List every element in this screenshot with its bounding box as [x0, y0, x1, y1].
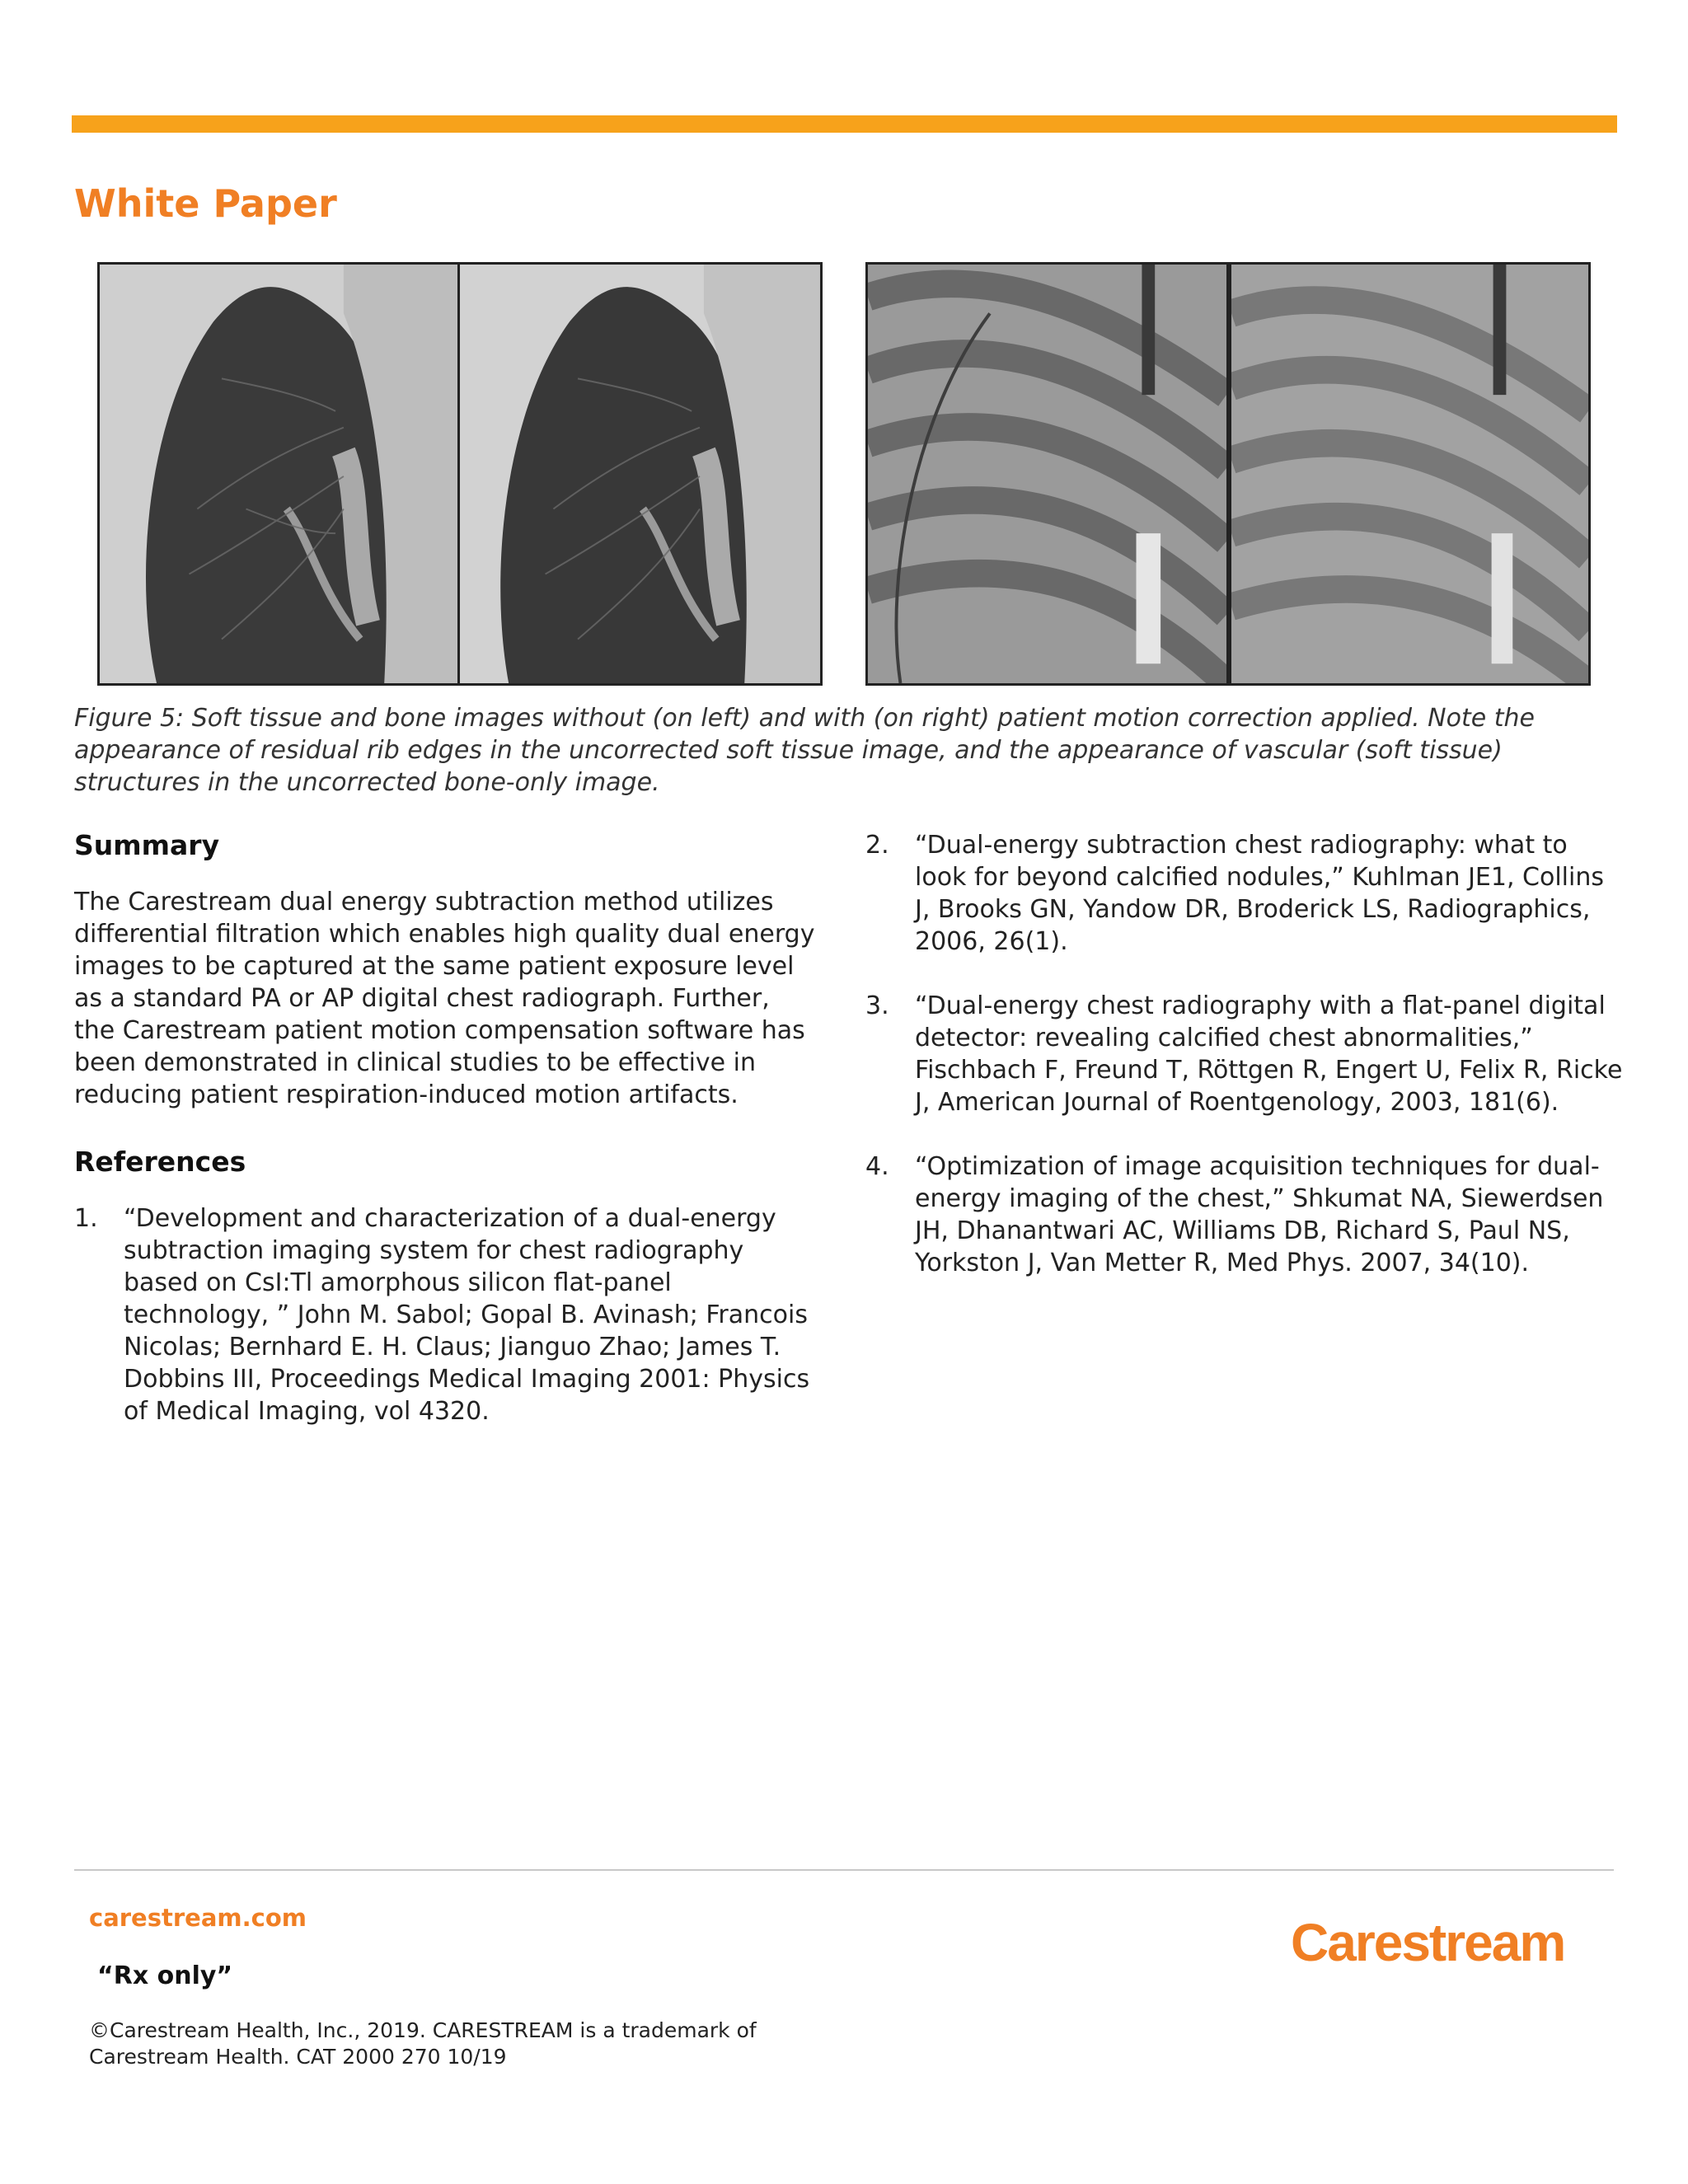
footer-divider: [74, 1869, 1614, 1871]
reference-number: 3.: [865, 991, 889, 1020]
soft-tissue-uncorrected-image: [97, 262, 460, 686]
reference-item: [865, 829, 1624, 958]
left-column: [74, 829, 816, 1427]
reference-number: 2.: [865, 831, 889, 860]
copyright-line: ©Carestream Health, Inc., 2019. CARESTREAM is a trademark of: [89, 2018, 757, 2042]
logo-wordmark: Carestream: [1291, 1913, 1565, 1972]
reference-number: 1.: [74, 1204, 98, 1233]
soft-tissue-corrected-image: [457, 262, 823, 686]
reference-text: “Optimization of image acquisition techniques for dual-energy imaging of the chest,” Shkumat NA, Siewerdsen JH, Dhanantwari AC, Williams DB, Richard S, Paul NS, Yorkston J, Van Metter R, Med Phys. 2007, 34(10).: [915, 1152, 1604, 1277]
reference-text: “Dual-energy chest radiography with a flat-panel digital detector: revealing calcified chest abnormalities,” Fischbach F, Freund T, Röttgen R, Engert U, Felix R, Ricke J, American Journal of Roentgenology, 2003, 181(6).: [915, 991, 1623, 1117]
top-accent-bar: [72, 115, 1617, 133]
reference-item: [865, 1151, 1624, 1279]
copyright-line: Carestream Health. CAT 2000 270 10/19: [89, 2045, 507, 2069]
reference-text: “Development and characterization of a dual-energy subtraction imaging system for chest radiography based on CsI:Tl amorphous silicon flat-panel technology, ” John M. Sabol; Gopal B. Avinash; Francois Nicolas; Bernhard E. H. Claus; Jianguo Zhao; James T. Dobbins III, Proceedings Medical Imaging 2001: Physics of Medical Imaging, vol 4320.: [124, 1204, 810, 1426]
copyright-notice: [89, 2018, 831, 2070]
reference-text: “Dual-energy subtraction chest radiography: what to look for beyond calcified nodules,” Kuhlman JE1, Collins J, Brooks GN, Yandow DR, Broderick LS, Radiographics, 2006, 26(1).: [915, 831, 1604, 956]
right-column: [865, 829, 1624, 1279]
references-heading: References: [74, 1146, 246, 1178]
figure-caption: Figure 5: Soft tissue and bone images without (on left) and with (on right) patient motion correction applied. Note the appearance of residual rib edges in the uncorrected soft tissue image, and the appearance of vascular (soft tissue) structures in the uncorrected bone-only image.: [74, 704, 1535, 797]
reference-number: 4.: [865, 1152, 889, 1181]
rx-only-label: “Rx only”: [97, 1961, 233, 1990]
reference-item: [74, 1202, 816, 1427]
summary-text: The Carestream dual energy subtraction method utilizes differential filtration which enables high quality dual energy images to be captured at the same patient exposure level as a standard PA or AP digital chest radiograph. Further, the Carestream patient motion compensation software has been demonstrated in clinical studies to be effective in reducing patient respiration-induced motion artifacts.: [74, 888, 815, 1109]
reference-item: [865, 990, 1624, 1118]
carestream-logo: [1291, 1906, 1571, 1980]
document-type-title: White Paper: [74, 181, 337, 226]
figure-5: [97, 262, 1591, 686]
summary-heading: Summary: [74, 829, 220, 861]
website-link[interactable]: carestream.com: [89, 1904, 307, 1932]
bone-uncorrected-image: [865, 262, 1229, 686]
bone-corrected-image: [1229, 262, 1591, 686]
